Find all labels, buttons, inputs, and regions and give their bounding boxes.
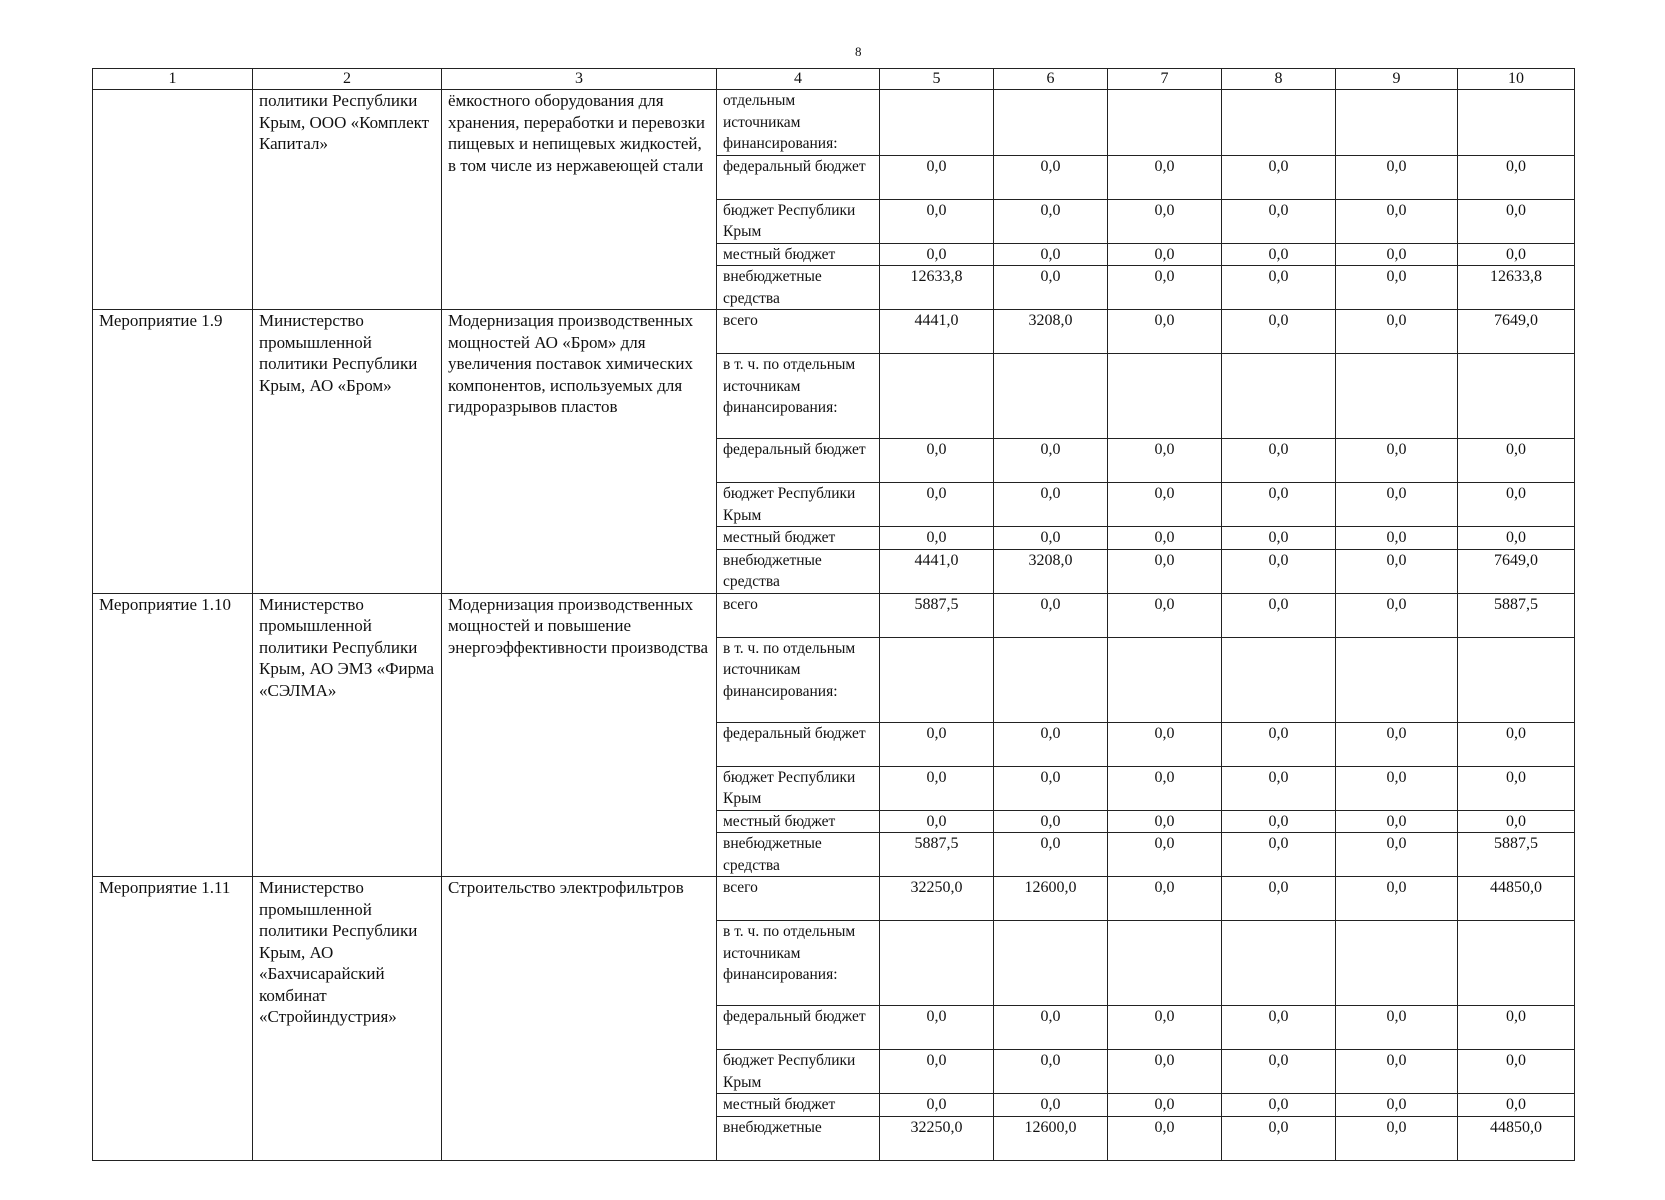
value-cell: 5887,5 bbox=[1458, 833, 1575, 877]
value-cell: 0,0 bbox=[994, 243, 1108, 266]
value-cell: 0,0 bbox=[1222, 1116, 1336, 1160]
value-cell bbox=[1222, 921, 1336, 1006]
funding-source-cell: бюджет Республики Крым bbox=[717, 766, 880, 810]
header-cell: 4 bbox=[717, 69, 880, 90]
value-cell: 0,0 bbox=[1108, 1006, 1222, 1050]
description-cell: ёмкостного оборудования для хранения, переработки и перевозки пищевых и непищевых жидкостей, в том числе из нержавеющей стали bbox=[442, 90, 717, 310]
value-cell: 0,0 bbox=[1108, 266, 1222, 310]
funding-source-cell: местный бюджет bbox=[717, 527, 880, 550]
value-cell: 0,0 bbox=[1108, 483, 1222, 527]
value-cell bbox=[1336, 921, 1458, 1006]
value-cell: 4441,0 bbox=[880, 549, 994, 593]
value-cell: 0,0 bbox=[1222, 833, 1336, 877]
measure-name-cell: Мероприятие 1.9 bbox=[93, 310, 253, 594]
value-cell: 0,0 bbox=[994, 527, 1108, 550]
value-cell bbox=[1108, 354, 1222, 439]
value-cell: 0,0 bbox=[1336, 439, 1458, 483]
value-cell: 0,0 bbox=[1336, 310, 1458, 354]
value-cell: 0,0 bbox=[1108, 833, 1222, 877]
value-cell: 5887,5 bbox=[1458, 593, 1575, 637]
value-cell bbox=[1222, 637, 1336, 722]
funding-source-cell: всего bbox=[717, 310, 880, 354]
funding-source-cell: внебюджетные средства bbox=[717, 549, 880, 593]
value-cell: 0,0 bbox=[1222, 243, 1336, 266]
value-cell: 0,0 bbox=[880, 766, 994, 810]
value-cell bbox=[1336, 90, 1458, 156]
value-cell: 0,0 bbox=[1108, 1094, 1222, 1117]
value-cell: 12600,0 bbox=[994, 877, 1108, 921]
value-cell: 4441,0 bbox=[880, 310, 994, 354]
value-cell: 0,0 bbox=[1336, 1116, 1458, 1160]
value-cell: 0,0 bbox=[1336, 833, 1458, 877]
value-cell: 0,0 bbox=[880, 1050, 994, 1094]
value-cell: 0,0 bbox=[1336, 766, 1458, 810]
value-cell: 0,0 bbox=[1108, 243, 1222, 266]
value-cell: 0,0 bbox=[1222, 155, 1336, 199]
value-cell: 0,0 bbox=[1222, 199, 1336, 243]
value-cell bbox=[880, 90, 994, 156]
value-cell: 0,0 bbox=[1458, 527, 1575, 550]
value-cell: 5887,5 bbox=[880, 833, 994, 877]
value-cell bbox=[880, 921, 994, 1006]
value-cell bbox=[1458, 90, 1575, 156]
value-cell: 0,0 bbox=[1108, 877, 1222, 921]
value-cell bbox=[1458, 354, 1575, 439]
value-cell: 0,0 bbox=[1222, 483, 1336, 527]
table-row bbox=[93, 310, 1575, 354]
value-cell: 0,0 bbox=[1458, 199, 1575, 243]
value-cell: 0,0 bbox=[1458, 483, 1575, 527]
value-cell: 12633,8 bbox=[880, 266, 994, 310]
value-cell: 0,0 bbox=[1108, 1116, 1222, 1160]
funding-source-cell: федеральный бюджет bbox=[717, 155, 880, 199]
value-cell: 0,0 bbox=[1222, 1094, 1336, 1117]
value-cell: 0,0 bbox=[1336, 549, 1458, 593]
value-cell: 0,0 bbox=[1222, 266, 1336, 310]
value-cell: 0,0 bbox=[994, 199, 1108, 243]
funding-source-cell: всего bbox=[717, 877, 880, 921]
value-cell bbox=[994, 637, 1108, 722]
value-cell: 0,0 bbox=[1336, 593, 1458, 637]
value-cell: 0,0 bbox=[880, 439, 994, 483]
value-cell: 12633,8 bbox=[1458, 266, 1575, 310]
value-cell: 0,0 bbox=[880, 527, 994, 550]
value-cell: 0,0 bbox=[1458, 766, 1575, 810]
value-cell: 0,0 bbox=[1108, 527, 1222, 550]
value-cell: 0,0 bbox=[1336, 527, 1458, 550]
value-cell: 44850,0 bbox=[1458, 1116, 1575, 1160]
header-cell: 7 bbox=[1108, 69, 1222, 90]
funding-source-cell: отдельным источникам финансирования: bbox=[717, 90, 880, 156]
funding-source-cell: бюджет Республики Крым bbox=[717, 483, 880, 527]
value-cell bbox=[880, 637, 994, 722]
value-cell: 0,0 bbox=[1458, 810, 1575, 833]
value-cell bbox=[1458, 921, 1575, 1006]
funding-source-cell: федеральный бюджет bbox=[717, 722, 880, 766]
value-cell: 0,0 bbox=[880, 199, 994, 243]
value-cell: 0,0 bbox=[1108, 549, 1222, 593]
value-cell: 0,0 bbox=[994, 593, 1108, 637]
value-cell: 0,0 bbox=[1108, 199, 1222, 243]
value-cell bbox=[1336, 354, 1458, 439]
value-cell: 0,0 bbox=[1336, 155, 1458, 199]
value-cell bbox=[880, 354, 994, 439]
executor-cell: Министерство промышленной политики Республики Крым, АО «Бром» bbox=[253, 310, 442, 594]
value-cell: 0,0 bbox=[1108, 722, 1222, 766]
page-number: 8 bbox=[855, 44, 862, 59]
value-cell: 5887,5 bbox=[880, 593, 994, 637]
value-cell: 7649,0 bbox=[1458, 549, 1575, 593]
funding-source-cell: местный бюджет bbox=[717, 810, 880, 833]
executor-cell: Министерство промышленной политики Республики Крым, АО ЭМЗ «Фирма «СЭЛМА» bbox=[253, 593, 442, 877]
value-cell: 0,0 bbox=[880, 1094, 994, 1117]
value-cell: 0,0 bbox=[1336, 483, 1458, 527]
value-cell: 0,0 bbox=[880, 483, 994, 527]
value-cell: 0,0 bbox=[1108, 310, 1222, 354]
value-cell: 0,0 bbox=[1222, 810, 1336, 833]
value-cell bbox=[1108, 921, 1222, 1006]
value-cell: 0,0 bbox=[1336, 1006, 1458, 1050]
value-cell: 0,0 bbox=[1222, 722, 1336, 766]
value-cell bbox=[994, 921, 1108, 1006]
measure-name-cell: Мероприятие 1.10 bbox=[93, 593, 253, 877]
value-cell: 0,0 bbox=[1222, 766, 1336, 810]
table-row bbox=[93, 90, 1575, 156]
value-cell: 0,0 bbox=[994, 810, 1108, 833]
table-row bbox=[93, 877, 1575, 921]
value-cell: 0,0 bbox=[1458, 1050, 1575, 1094]
funding-source-cell: всего bbox=[717, 593, 880, 637]
value-cell: 0,0 bbox=[1458, 722, 1575, 766]
funding-source-cell: в т. ч. по отдельным источникам финансирования: bbox=[717, 354, 880, 439]
value-cell: 0,0 bbox=[1458, 243, 1575, 266]
value-cell: 0,0 bbox=[1336, 722, 1458, 766]
funding-source-cell: внебюджетные средства bbox=[717, 833, 880, 877]
header-cell: 8 bbox=[1222, 69, 1336, 90]
value-cell: 0,0 bbox=[1336, 877, 1458, 921]
value-cell bbox=[1222, 354, 1336, 439]
value-cell: 0,0 bbox=[1222, 1050, 1336, 1094]
value-cell: 0,0 bbox=[994, 1006, 1108, 1050]
value-cell: 0,0 bbox=[994, 439, 1108, 483]
header-cell: 5 bbox=[880, 69, 994, 90]
value-cell: 0,0 bbox=[994, 155, 1108, 199]
value-cell: 0,0 bbox=[1222, 877, 1336, 921]
header-cell: 1 bbox=[93, 69, 253, 90]
value-cell: 0,0 bbox=[1458, 1094, 1575, 1117]
header-cell: 6 bbox=[994, 69, 1108, 90]
funding-source-cell: внебюджетные bbox=[717, 1116, 880, 1160]
value-cell: 32250,0 bbox=[880, 1116, 994, 1160]
value-cell: 0,0 bbox=[1336, 1050, 1458, 1094]
executor-cell: политики Республики Крым, ООО «Комплект Капитал» bbox=[253, 90, 442, 310]
value-cell: 0,0 bbox=[994, 266, 1108, 310]
value-cell: 0,0 bbox=[1336, 243, 1458, 266]
value-cell: 0,0 bbox=[1222, 310, 1336, 354]
value-cell: 0,0 bbox=[1458, 439, 1575, 483]
value-cell: 12600,0 bbox=[994, 1116, 1108, 1160]
funding-source-cell: федеральный бюджет bbox=[717, 439, 880, 483]
funding-source-cell: в т. ч. по отдельным источникам финансирования: bbox=[717, 921, 880, 1006]
value-cell: 0,0 bbox=[994, 483, 1108, 527]
funding-source-cell: бюджет Республики Крым bbox=[717, 1050, 880, 1094]
value-cell: 3208,0 bbox=[994, 549, 1108, 593]
value-cell: 0,0 bbox=[880, 1006, 994, 1050]
value-cell: 0,0 bbox=[1458, 1006, 1575, 1050]
value-cell: 0,0 bbox=[1108, 810, 1222, 833]
header-row bbox=[93, 69, 1575, 90]
funding-source-cell: местный бюджет bbox=[717, 1094, 880, 1117]
financing-table bbox=[92, 68, 1575, 1161]
value-cell: 0,0 bbox=[1222, 439, 1336, 483]
value-cell: 0,0 bbox=[1108, 155, 1222, 199]
value-cell: 0,0 bbox=[1222, 1006, 1336, 1050]
value-cell: 0,0 bbox=[1336, 1094, 1458, 1117]
description-cell: Строительство электрофильтров bbox=[442, 877, 717, 1161]
value-cell: 0,0 bbox=[1108, 766, 1222, 810]
value-cell bbox=[1108, 637, 1222, 722]
funding-source-cell: федеральный бюджет bbox=[717, 1006, 880, 1050]
value-cell bbox=[1108, 90, 1222, 156]
executor-cell: Министерство промышленной политики Республики Крым, АО «Бахчисарайский комбинат «Стройиндустрия» bbox=[253, 877, 442, 1161]
value-cell: 7649,0 bbox=[1458, 310, 1575, 354]
header-cell: 9 bbox=[1336, 69, 1458, 90]
value-cell bbox=[994, 354, 1108, 439]
value-cell: 0,0 bbox=[1222, 527, 1336, 550]
value-cell: 0,0 bbox=[1336, 266, 1458, 310]
value-cell: 0,0 bbox=[994, 833, 1108, 877]
value-cell: 0,0 bbox=[994, 1050, 1108, 1094]
value-cell: 0,0 bbox=[1458, 155, 1575, 199]
value-cell: 0,0 bbox=[880, 155, 994, 199]
value-cell bbox=[1336, 637, 1458, 722]
value-cell: 0,0 bbox=[1108, 593, 1222, 637]
value-cell bbox=[994, 90, 1108, 156]
value-cell: 0,0 bbox=[880, 722, 994, 766]
value-cell: 0,0 bbox=[994, 722, 1108, 766]
value-cell: 0,0 bbox=[1222, 549, 1336, 593]
funding-source-cell: местный бюджет bbox=[717, 243, 880, 266]
value-cell: 32250,0 bbox=[880, 877, 994, 921]
header-cell: 3 bbox=[442, 69, 717, 90]
value-cell: 0,0 bbox=[1222, 593, 1336, 637]
value-cell: 0,0 bbox=[994, 1094, 1108, 1117]
description-cell: Модернизация производственных мощностей АО «Бром» для увеличения поставок химических компонентов, используемых для гидроразрывов пластов bbox=[442, 310, 717, 594]
value-cell bbox=[1222, 90, 1336, 156]
header-cell: 10 bbox=[1458, 69, 1575, 90]
value-cell: 0,0 bbox=[1108, 439, 1222, 483]
value-cell: 0,0 bbox=[1336, 199, 1458, 243]
funding-source-cell: бюджет Республики Крым bbox=[717, 199, 880, 243]
value-cell: 0,0 bbox=[880, 810, 994, 833]
value-cell: 0,0 bbox=[994, 766, 1108, 810]
value-cell bbox=[1458, 637, 1575, 722]
funding-source-cell: внебюджетные средства bbox=[717, 266, 880, 310]
value-cell: 0,0 bbox=[880, 243, 994, 266]
header-cell: 2 bbox=[253, 69, 442, 90]
value-cell: 0,0 bbox=[1108, 1050, 1222, 1094]
measure-name-cell bbox=[93, 90, 253, 310]
table-row bbox=[93, 593, 1575, 637]
funding-source-cell: в т. ч. по отдельным источникам финансирования: bbox=[717, 637, 880, 722]
table-body bbox=[93, 90, 1575, 1161]
value-cell: 44850,0 bbox=[1458, 877, 1575, 921]
value-cell: 3208,0 bbox=[994, 310, 1108, 354]
value-cell: 0,0 bbox=[1336, 810, 1458, 833]
description-cell: Модернизация производственных мощностей и повышение энергоэффективности производства bbox=[442, 593, 717, 877]
measure-name-cell: Мероприятие 1.11 bbox=[93, 877, 253, 1161]
